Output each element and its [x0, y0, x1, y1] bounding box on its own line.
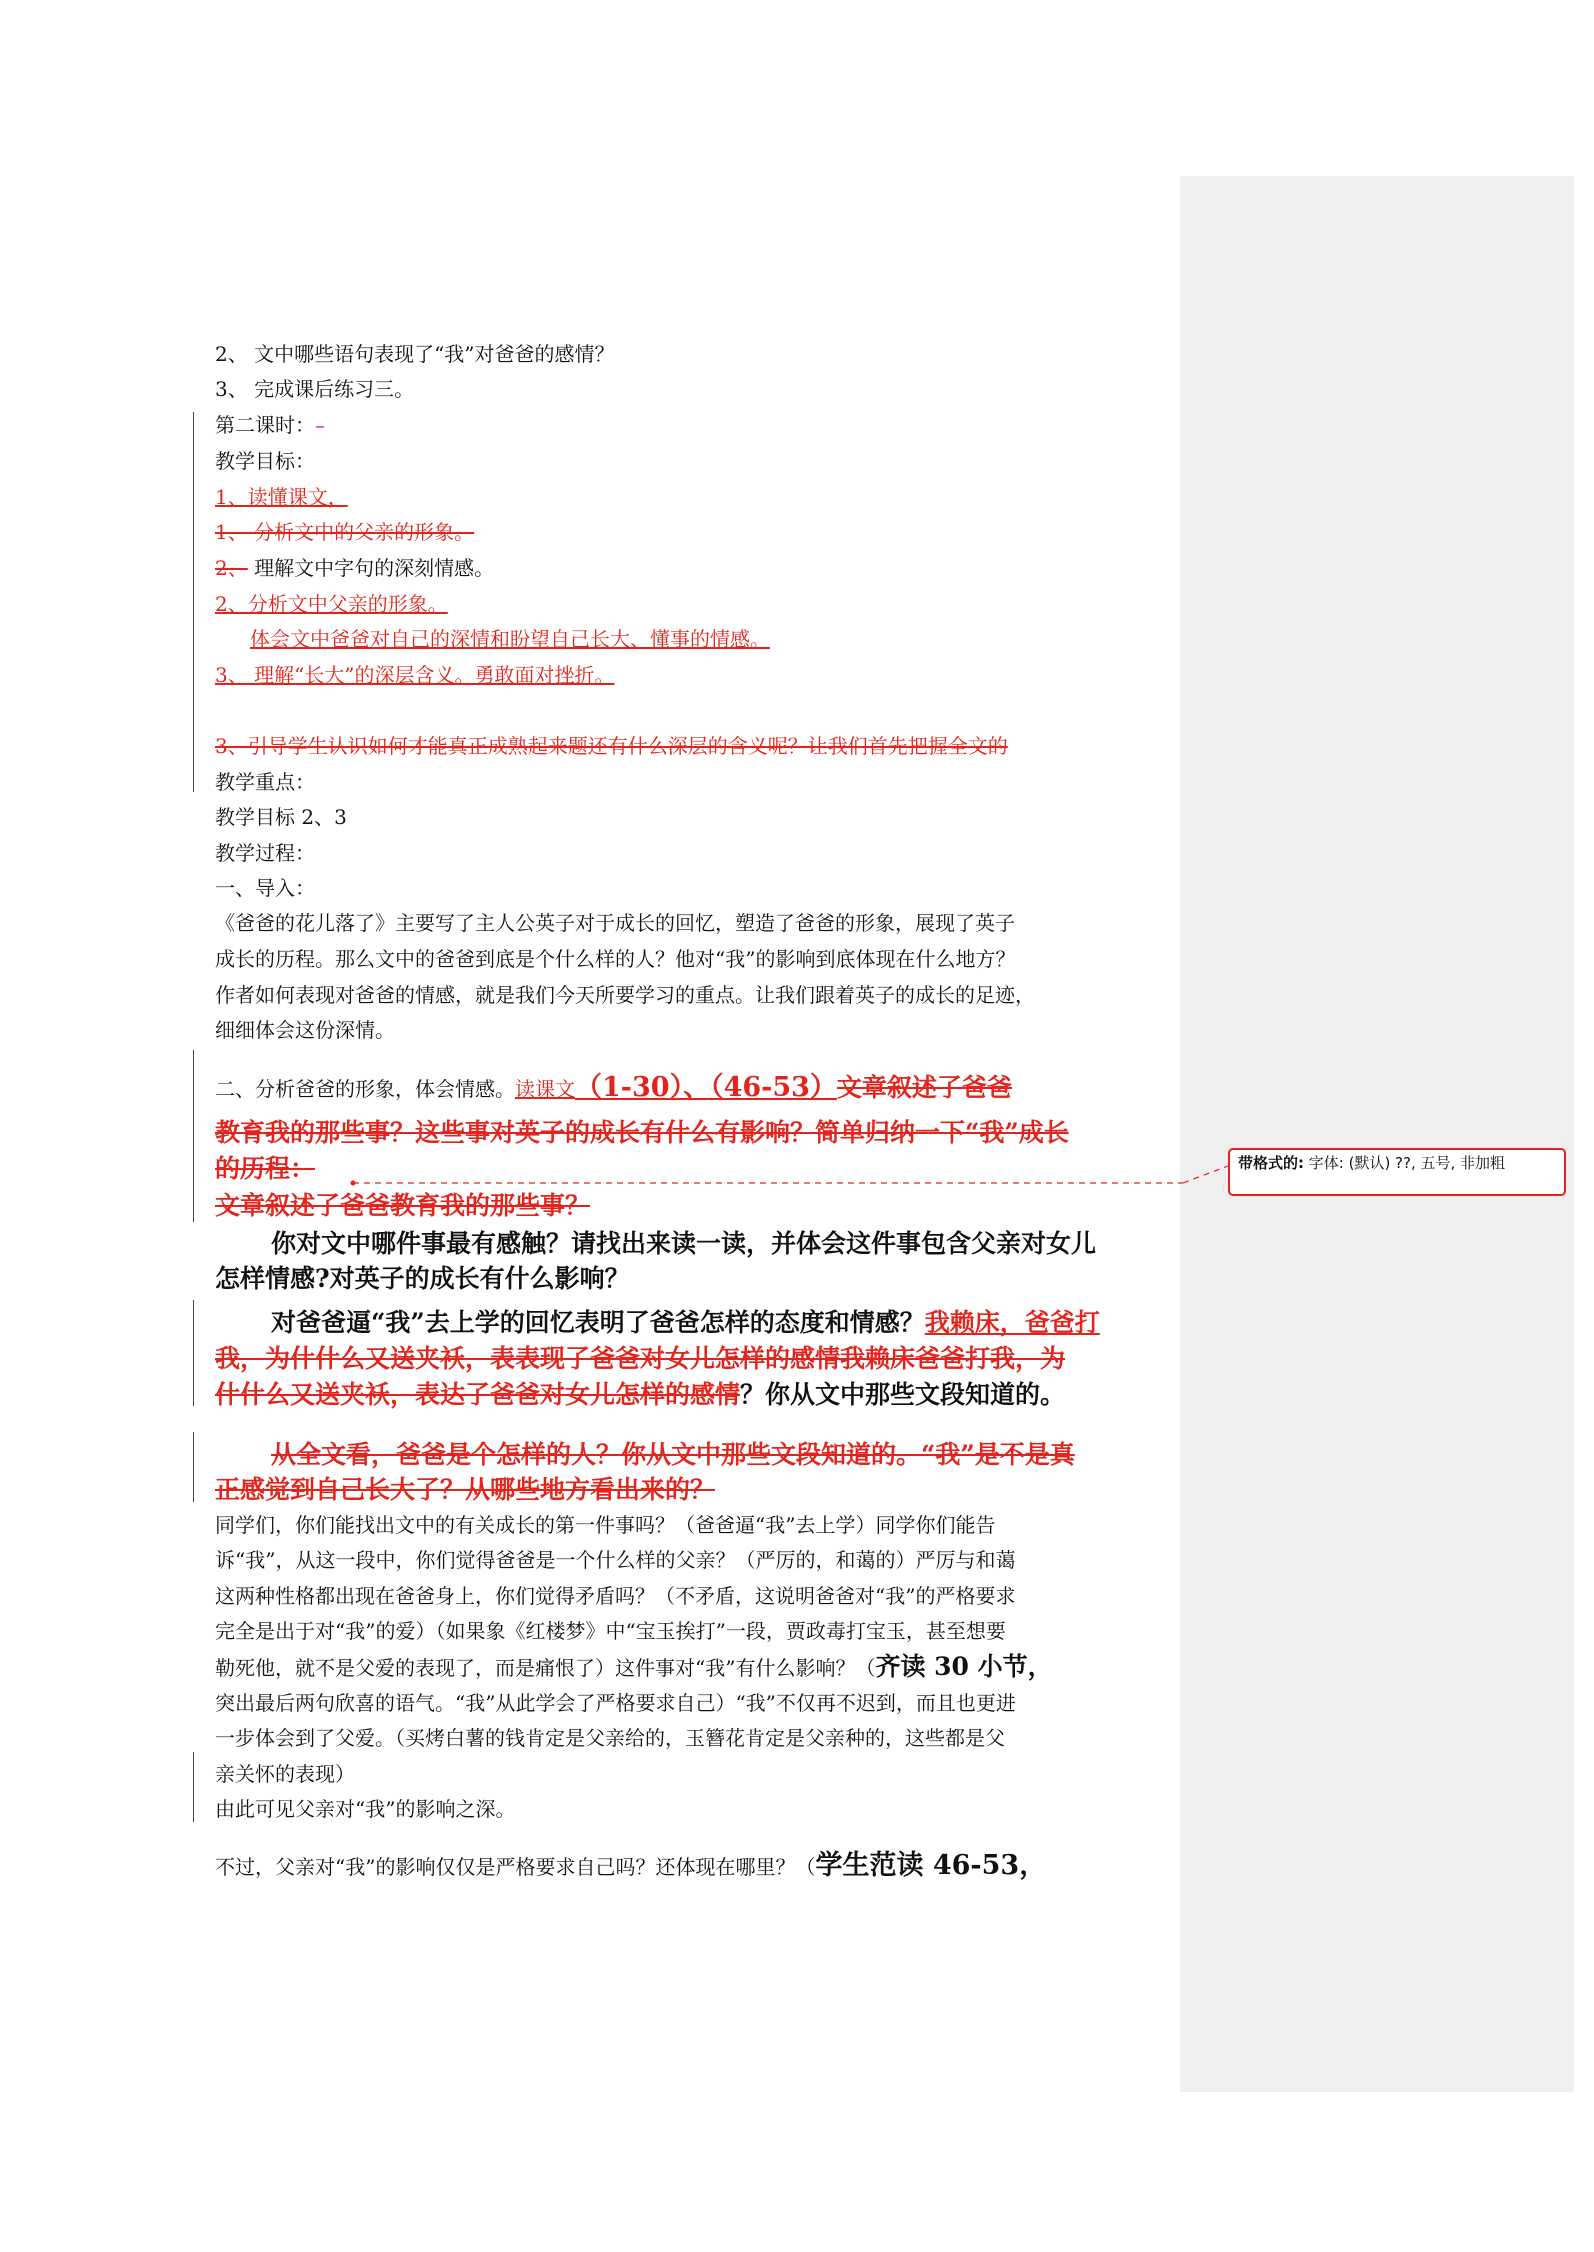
revision-mark: –	[315, 413, 325, 437]
question-bold	[215, 1377, 1065, 1413]
lesson-heading-text: 第二课时：	[215, 413, 315, 437]
deleted-number: 2、	[215, 556, 248, 580]
inserted-text: （1-30）、（46-53）	[575, 1072, 837, 1103]
paragraph-line: 由此可见父亲对“我”的影响之深。	[215, 1797, 516, 1821]
section-heading: 教学目标：	[215, 449, 315, 473]
format-change-balloon[interactable]	[1228, 1148, 1566, 1196]
paragraph-line: 完全是出于对“我”的爱）（如果象《红楼梦》中“宝玉挨打”一段，贾政毒打宝玉，甚至想要	[215, 1619, 1006, 1643]
revision-line	[215, 1341, 1065, 1377]
deleted-text: 1、 分析文中的父亲的形象。	[215, 520, 475, 544]
deleted-text: 文章叙述了爸爸教育我的那些事？	[215, 1191, 591, 1220]
body-line: 教学目标 2、3	[215, 805, 347, 829]
question-bold: 怎样情感?对英子的成长有什么影响？	[215, 1264, 630, 1293]
deleted-text: 教育我的那些事？这些事对英子的成长有什么有影响？简单归纳一下“我”成长	[215, 1118, 1069, 1147]
comment-margin-pane	[1180, 176, 1574, 2092]
inserted-text: 1、读懂课文，	[215, 485, 348, 509]
paragraph-line: 突出最后两句欣喜的语气。“我”从此学会了严格要求自己）“我”不仅再不迟到，而且也更进	[215, 1691, 1016, 1715]
lesson-heading	[215, 410, 325, 440]
change-bar	[193, 1300, 194, 1406]
emphasis-text: 齐读 30 小节，	[875, 1652, 1053, 1681]
paragraph-line: 《爸爸的花儿落了》主要写了主人公英子对于成长的回忆，塑造了爸爸的形象，展现了英子	[215, 911, 1015, 935]
section-heading: 教学重点：	[215, 770, 315, 794]
deleted-text: 文章叙述了爸爸	[836, 1073, 1012, 1102]
section-heading: 一、导入：	[215, 876, 315, 900]
paragraph-line	[215, 1848, 1046, 1885]
inserted-text: 体会文中爸爸对自己的深情和盼望自己长大、懂事的情感。	[250, 627, 770, 651]
paragraph-line: 一步体会到了父爱。（买烤白薯的钱肯定是父亲给的，玉簪花肯定是父亲种的，这些都是父	[215, 1726, 1005, 1750]
deleted-text	[215, 1437, 1075, 1473]
paragraph-line: 作者如何表现对爸爸的情感，就是我们今天所要学习的重点。让我们跟着英子的成长的足迹，	[215, 983, 1035, 1007]
objective-line	[215, 553, 494, 583]
question-bold	[215, 1226, 1096, 1262]
change-bar	[193, 1050, 194, 1222]
paragraph-line: 诉“我”，从这一段中，你们觉得爸爸是一个什么样的父亲？（严厉的，和蔼的）严厉与和蔼	[215, 1548, 1016, 1572]
paragraph-text: 勒死他，就不是父爱的表现了，而是痛恨了）这件事对“我”有什么影响？（	[215, 1656, 876, 1680]
change-bar	[193, 1432, 194, 1502]
paragraph-line: 亲关怀的表现）	[215, 1762, 355, 1786]
balloon-text: 字体: (默认) ??, 五号, 非加粗	[1304, 1154, 1506, 1172]
emphasis-text: 学生范读 46-53，	[815, 1850, 1047, 1881]
inserted-text: 我赖床，爸爸打	[924, 1308, 1100, 1337]
deleted-text: 3、引导学生认识如何才能真正成熟起来题还有什么深层的含义呢？让我们首先把握全文的	[215, 734, 1008, 758]
question-bold	[215, 1305, 1100, 1341]
deleted-text: 什什么又送夹袄，表达了爸爸对女儿怎样的感情	[215, 1380, 741, 1409]
change-bar	[193, 412, 194, 792]
revised-text: 我，为什什么又送夹袄，表表现了爸爸对女儿怎样的感情我赖床爸爸打我，为	[215, 1344, 1066, 1373]
paragraph-line: 细细体会这份深情。	[215, 1018, 395, 1042]
inserted-text: 3、 理解“长大”的深层含义。勇敢面对挫折。	[215, 663, 615, 687]
question-text: ？你从文中那些文段知道的。	[740, 1380, 1066, 1409]
paragraph-line	[215, 1650, 1053, 1685]
deleted-text: 正感觉到自己长大了？从哪些地方看出来的？	[215, 1475, 716, 1504]
deleted-text: 的历程：	[215, 1154, 316, 1183]
section-two-title: 二、分析爸爸的形象，体会情感。	[215, 1077, 515, 1101]
change-bar	[193, 1752, 194, 1822]
paragraph-line: 成长的历程。那么文中的爸爸到底是个什么样的人？他对“我”的影响到底体现在什么地方？	[215, 947, 1016, 971]
paragraph-line: 同学们，你们能找出文中的有关成长的第一件事吗？（爸爸逼“我”去上学）同学你们能告	[215, 1513, 996, 1537]
paragraph-text: 不过，父亲对“我”的影响仅仅是严格要求自己吗？还体现在哪里？（	[215, 1855, 816, 1879]
question-line: 2、 文中哪些语句表现了“我”对爸爸的感情？	[215, 342, 615, 366]
section-heading: 教学过程：	[215, 841, 315, 865]
question-text: 你对文中哪件事最有感触？请找出来读一读，并体会这件事包含父亲对女儿	[271, 1229, 1097, 1258]
question-line: 3、 完成课后练习三。	[215, 377, 415, 401]
objective-text: 理解文中字句的深刻情感。	[247, 556, 495, 580]
section-two-line	[215, 1068, 1012, 1109]
question-text: 对爸爸逼“我”去上学的回忆表明了爸爸怎样的态度和情感？	[271, 1308, 925, 1337]
balloon-label: 带格式的:	[1238, 1154, 1304, 1172]
inserted-text: 读课文	[515, 1077, 575, 1101]
inserted-text: 2、分析文中父亲的形象。	[215, 592, 448, 616]
paragraph-line: 这两种性格都出现在爸爸身上，你们觉得矛盾吗？（不矛盾，这说明爸爸对“我”的严格要求	[215, 1584, 1016, 1608]
deleted-question: 从全文看，爸爸是个怎样的人？你从文中那些文段知道的。“我”是不是真	[271, 1440, 1075, 1469]
